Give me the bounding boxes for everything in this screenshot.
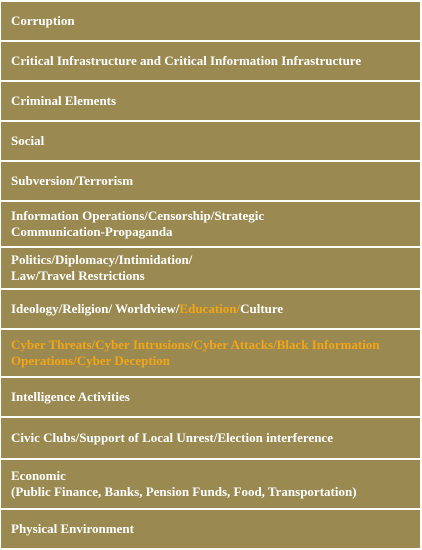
row-corruption	[1, 2, 420, 40]
row-label-part-education: Education/	[179, 301, 241, 316]
row-label: Corruption	[11, 13, 75, 28]
row-label-part-culture: Culture	[240, 301, 284, 316]
row-physical-environment	[1, 510, 420, 548]
row-label-line-2: Communication-Propaganda	[11, 224, 173, 239]
row-label-line-2: (Public Finance, Banks, Pension Funds, Food, Transportation)	[11, 484, 357, 499]
row-critical-infrastructure	[1, 42, 420, 80]
row-economic	[1, 460, 420, 508]
row-label: Criminal Elements	[11, 93, 117, 108]
row-cyber-threats	[1, 330, 420, 376]
row-label: Intelligence Activities	[11, 389, 130, 404]
row-ideology-religion	[1, 290, 420, 328]
row-intelligence-activities	[1, 378, 420, 416]
row-label-line-1: Politics/Diplomacy/Intimidation/	[11, 252, 193, 267]
row-social	[1, 122, 420, 160]
row-label: Critical Infrastructure and Critical Information Infrastructure	[11, 53, 362, 68]
row-label: Civic Clubs/Support of Local Unrest/Election interference	[11, 430, 333, 445]
row-information-operations	[1, 202, 420, 246]
row-label-line-1: Economic	[11, 468, 66, 483]
row-label-line-1: Information Operations/Censorship/Strategic	[11, 208, 265, 223]
row-label-part-ideology: Ideology/Religion/ Worldview/	[11, 301, 180, 316]
row-label-line-2: Operations/Cyber Deception	[11, 353, 170, 368]
row-label-line-2: Law/Travel Restrictions	[11, 268, 145, 283]
row-label: Social	[11, 133, 45, 148]
row-label-line-1: Cyber Threats/Cyber Intrusions/Cyber Attacks/Black Information	[11, 337, 380, 352]
row-label: Physical Environment	[11, 521, 134, 536]
row-label: Subversion/Terrorism	[11, 173, 134, 188]
row-label	[11, 301, 412, 317]
row-politics-diplomacy	[1, 248, 420, 288]
row-civic-clubs	[1, 418, 420, 458]
row-criminal-elements	[1, 82, 420, 120]
row-subversion-terrorism	[1, 162, 420, 200]
